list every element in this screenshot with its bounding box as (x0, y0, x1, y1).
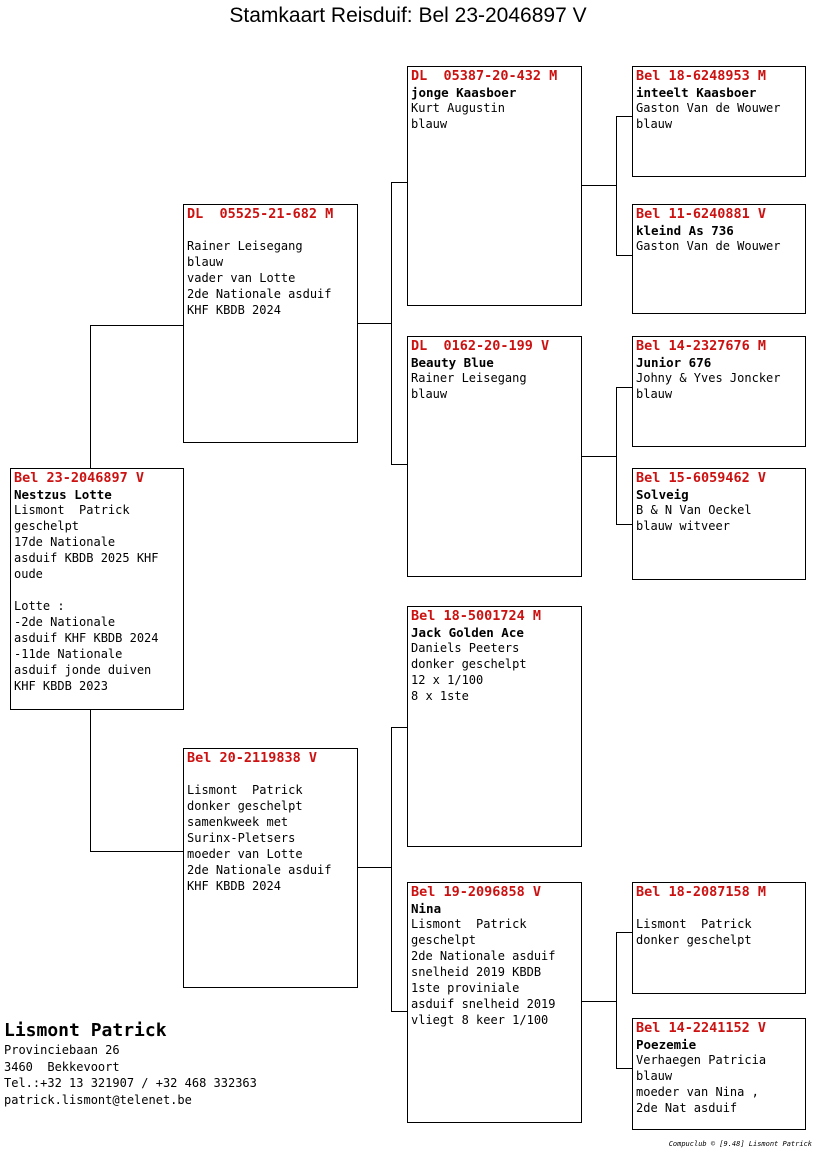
pigeon-card-father-mother (407, 336, 582, 577)
info-line (14, 582, 180, 598)
connector-line (581, 456, 616, 457)
owner-city: 3460 Bekkevoort (4, 1059, 120, 1074)
info-line: blauw (636, 1069, 673, 1083)
pigeon-card-subject (10, 468, 184, 710)
info-line: donker geschelpt (411, 657, 527, 671)
connector-line (581, 185, 616, 186)
info-line: Gaston Van de Wouwer (636, 101, 781, 115)
connector-line (391, 464, 407, 465)
connector-line (90, 851, 183, 852)
ring-number: Bel 11-6240881 V (636, 206, 767, 222)
owner-email: patrick.lismont@telenet.be (4, 1092, 192, 1107)
connector-line (391, 727, 392, 1011)
owner-phone: Tel.:+32 13 321907 / +32 468 332363 (4, 1076, 257, 1090)
pigeon-card-ffm (632, 204, 806, 314)
ring-number: DL 05525-21-682 M (187, 206, 334, 222)
ring-number: Bel 15-6059462 V (636, 470, 767, 486)
pigeon-card-father (183, 204, 358, 443)
connector-line (90, 709, 91, 851)
info-line: Lismont Patrick (636, 917, 752, 931)
owner-name: Lismont Patrick (4, 1020, 167, 1041)
connector-line (90, 325, 183, 326)
info-line: 8 x 1ste (411, 689, 469, 703)
info-line: donker geschelpt (636, 933, 752, 947)
info-line: donker geschelpt (187, 799, 303, 813)
info-line: Lismont Patrick (411, 917, 527, 931)
info-line: Lismont Patrick (187, 783, 303, 797)
info-line: snelheid 2019 KBDB (411, 965, 542, 979)
info-line: Gaston Van de Wouwer (636, 239, 781, 253)
info-line: Rainer Leisegang (187, 239, 303, 253)
info-line: blauw (636, 387, 673, 401)
info-line: moeder van Lotte (187, 847, 303, 861)
info-line: vader van Lotte (187, 271, 296, 285)
info-line: -11de Nationale (14, 647, 123, 661)
connector-line (616, 524, 632, 525)
pigeon-name: jonge Kaasboer (411, 85, 517, 100)
pigeon-name: inteelt Kaasboer (636, 85, 757, 100)
pigeon-name (187, 767, 354, 782)
info-line: geschelpt (14, 519, 80, 533)
ring-number: Bel 19-2096858 V (411, 884, 542, 900)
info-line: Rainer Leisegang (411, 371, 527, 385)
connector-line (90, 325, 91, 469)
info-line: Lismont Patrick (14, 503, 130, 517)
connector-line (616, 116, 632, 117)
ring-number: DL 0162-20-199 V (411, 338, 550, 354)
connector-line (581, 1001, 616, 1002)
ring-number: Bel 14-2327676 M (636, 338, 767, 354)
info-line: samenkweek met (187, 815, 289, 829)
pigeon-name: kleind As 736 (636, 223, 734, 238)
info-line: Daniels Peeters (411, 641, 520, 655)
pigeon-card-mother (183, 748, 358, 988)
owner-address: Provinciebaan 26 (4, 1043, 120, 1057)
info-line: Lotte : (14, 599, 65, 613)
info-line: asduif snelheid 2019 (411, 997, 556, 1011)
info-line: Surinx-Pletsers (187, 831, 296, 845)
info-line: asduif KBDB 2025 KHF (14, 551, 159, 565)
info-line: geschelpt (411, 933, 477, 947)
connector-line (391, 182, 407, 183)
info-line: vliegt 8 keer 1/100 (411, 1013, 549, 1027)
pigeon-name: Nestzus Lotte (14, 487, 112, 502)
ring-number: DL 05387-20-432 M (411, 68, 558, 84)
pigeon-name (636, 901, 802, 916)
info-line: 2de Nationale asduif (411, 949, 556, 963)
info-line: 12 x 1/100 (411, 673, 484, 687)
connector-line (616, 116, 617, 255)
pigeon-name: Beauty Blue (411, 355, 494, 370)
info-line: 2de Nationale asduif (187, 863, 332, 877)
pigeon-card-mother-father (407, 606, 582, 847)
owner-block (4, 1020, 257, 1108)
connector-line (616, 932, 632, 933)
info-line: moeder van Nina , (636, 1085, 759, 1099)
pigeon-name: Nina (411, 901, 442, 916)
ring-number: Bel 18-6248953 M (636, 68, 767, 84)
connector-line (357, 323, 391, 324)
pigeon-name: Poezemie (636, 1037, 697, 1052)
info-line: 17de Nationale (14, 535, 116, 549)
info-line: 1ste proviniale (411, 981, 520, 995)
info-line: blauw (636, 117, 673, 131)
connector-line (616, 932, 617, 1068)
pigeon-name: Solveig (636, 487, 689, 502)
info-line: blauw (411, 387, 448, 401)
info-line: blauw (187, 255, 224, 269)
info-line: -2de Nationale (14, 615, 116, 629)
info-line: 2de Nat asduif (636, 1101, 738, 1115)
pigeon-card-fmm (632, 468, 806, 580)
info-line: blauw witveer (636, 519, 730, 533)
info-line: 2de Nationale asduif (187, 287, 332, 301)
footer-credit: Compuclub © [9.48] Lismont Patrick (668, 1140, 812, 1148)
ring-number: Bel 23-2046897 V (14, 470, 145, 486)
pigeon-card-father-father (407, 66, 582, 306)
info-line: Kurt Augustin (411, 101, 505, 115)
info-line: B & N Van Oeckel (636, 503, 752, 517)
pigeon-card-fmf (632, 336, 806, 447)
info-line: asduif KHF KBDB 2024 (14, 631, 159, 645)
info-line: oude (14, 567, 43, 581)
connector-line (391, 182, 392, 464)
pigeon-name: Junior 676 (636, 355, 712, 370)
pigeon-card-mother-mother (407, 882, 582, 1123)
connector-line (616, 1068, 632, 1069)
ring-number: Bel 18-2087158 M (636, 884, 767, 900)
info-line: KHF KBDB 2024 (187, 303, 281, 317)
ring-number: Bel 18-5001724 M (411, 608, 542, 624)
pigeon-name (187, 223, 354, 238)
connector-line (616, 387, 632, 388)
pigeon-name: Jack Golden Ace (411, 625, 524, 640)
connector-line (391, 727, 407, 728)
info-line: Verhaegen Patricia (636, 1053, 767, 1067)
connector-line (616, 255, 632, 256)
ring-number: Bel 20-2119838 V (187, 750, 318, 766)
connector-line (357, 867, 391, 868)
ring-number: Bel 14-2241152 V (636, 1020, 767, 1036)
connector-line (616, 387, 617, 524)
pigeon-card-fff (632, 66, 806, 177)
info-line: asduif jonde duiven (14, 663, 152, 677)
info-line: blauw (411, 117, 448, 131)
info-line: Johny & Yves Joncker (636, 371, 781, 385)
info-line: KHF KBDB 2024 (187, 879, 281, 893)
pigeon-card-mmf (632, 882, 806, 994)
pigeon-card-mmm (632, 1018, 806, 1130)
connector-line (391, 1011, 407, 1012)
info-line: KHF KBDB 2023 (14, 679, 108, 693)
page-title: Stamkaart Reisduif: Bel 23-2046897 V (229, 4, 587, 27)
